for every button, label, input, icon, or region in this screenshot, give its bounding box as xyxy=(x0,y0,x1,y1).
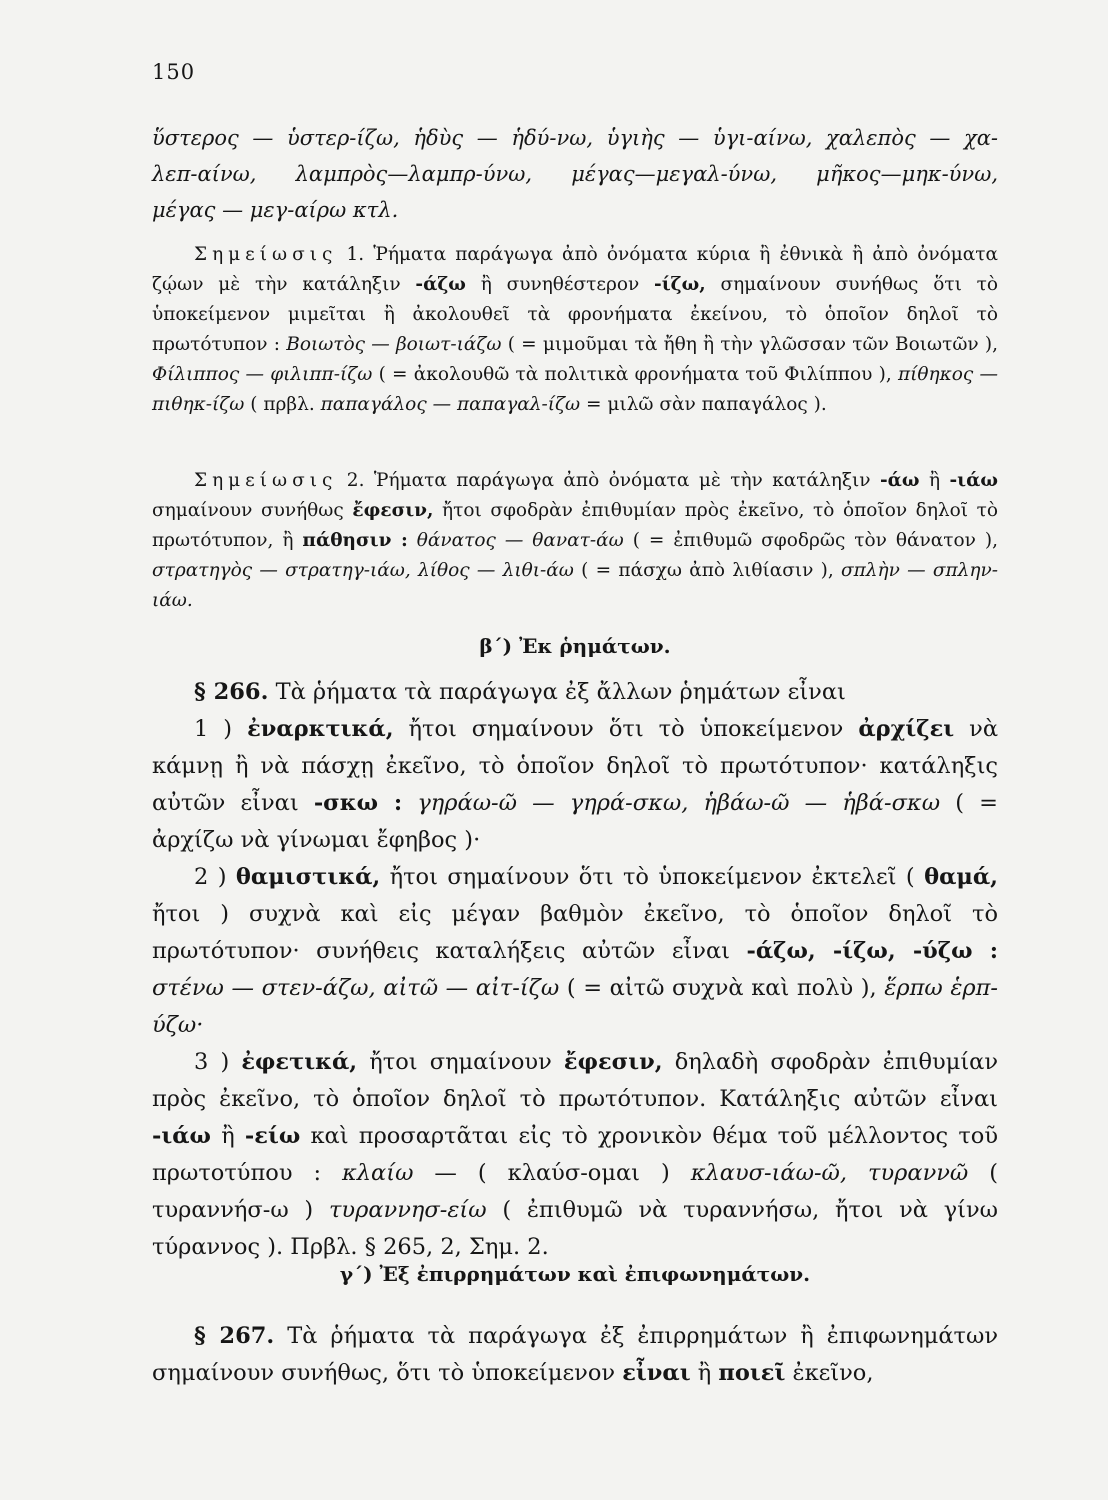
section-267-emphasis: εἶναι xyxy=(622,1360,691,1386)
item-3-ending: -είω xyxy=(244,1123,301,1149)
example-line-1: ὕστερος — ὑστερ-ίζω, ἡδὺς — ἡδύ-νω, ὑγιὴς — ὑγι-αίνω, χαλεπὸς — χα- xyxy=(152,126,998,150)
item-2-example: στένω — στεν-άζω, αἰτῶ — αἰτ-ίζω xyxy=(152,975,560,1001)
note-1-text: μιλῶ σὰν παπαγάλος ). xyxy=(607,394,827,415)
note-1-text: σημαίνουν συνήθως ὅτι τὸ ὑποκείμενον μιμεῖται ἢ ἀκολουθεῖ τὰ φρονήματα ἐκείνου, τὸ ὁποῖον δηλοῖ τὸ πρωτότυπον : xyxy=(152,274,998,355)
note-2-ending: -ιάω xyxy=(949,470,998,491)
note-2-text: Ῥήματα παράγωγα ἀπὸ ὀνόματα μὲ τὴν κατάληξιν xyxy=(373,470,871,491)
note-2-text: ἤτοι σφοδρὰν ἐπιθυμίαν πρὸς ἐκεῖνο, τὸ ὁποῖον δηλοῖ τὸ πρωτότυπον, ἢ xyxy=(152,500,998,551)
note-1-ending: -άζω xyxy=(415,274,466,295)
item-1-example: γηράω-ῶ — γηρά-σκω, ἡβάω-ῶ — ἡβά-σκω xyxy=(417,790,941,816)
section-267-text: ἢ xyxy=(697,1360,712,1386)
note-2-text: ἢ xyxy=(928,470,941,491)
item-1-text: ἤτοι σημαίνουν ὅτι τὸ ὑποκείμενον xyxy=(408,716,844,742)
item-3-example: τυραννησ-είω xyxy=(328,1197,487,1223)
note-1-example: Φίλιππος — φιλιππ-ίζω xyxy=(152,364,373,385)
item-1-emphasis: ἀρχίζει xyxy=(858,716,955,742)
item-3-example: κλαίω xyxy=(342,1160,414,1186)
note-2-number: 2. xyxy=(346,470,365,491)
item-3-text: ( τυραννήσ-ω ) xyxy=(152,1160,999,1223)
note-1-text: ( = μιμοῦμαι τὰ ἤθη ἢ τὴν γλῶσσαν τῶν Βοιωτῶν ), xyxy=(507,334,998,355)
item-3-example: κλαυσ-ιάω-ῶ, τυραννῶ xyxy=(690,1160,969,1186)
note-1-example: Βοιωτὸς — βοιωτ-ιάζω xyxy=(286,334,502,355)
note-2-example: στρατηγὸς — στρατηγ-ιάω, λίθος — λιθι-άω xyxy=(152,560,574,581)
item-3-text: ἤτοι σημαίνουν xyxy=(369,1049,552,1075)
section-267-text: Τὰ ῥήματα τὰ παράγωγα ἐξ ἐπιρρημάτων ἢ ἐπιφωνημάτων σημαίνουν συνήθως, ὅτι τὸ ὑποκείμενον xyxy=(152,1323,998,1386)
note-1-label: Σημείωσις xyxy=(194,244,338,265)
note-1 xyxy=(152,240,998,420)
item-2-emphasis: θαμά, xyxy=(924,864,999,890)
item-3-number: 3 ) xyxy=(194,1049,230,1075)
item-2-text: ( = αἰτῶ συχνὰ καὶ πολὺ ), xyxy=(566,975,877,1001)
section-266-number: § 266. xyxy=(194,679,269,705)
example-line-2: λεπ-αίνω, λαμπρὸς—λαμπρ-ύνω, μέγας—μεγαλ-ύνω, μῆκος—μηκ-ύνω, xyxy=(152,162,998,186)
item-2-text: ἤτοι σημαίνουν ὅτι τὸ ὑποκείμενον ἐκτελεῖ ( xyxy=(389,864,915,890)
section-267-number: § 267. xyxy=(194,1323,275,1349)
item-2-ending: -άζω, -ίζω, -ύζω : xyxy=(746,938,999,964)
section-heading-beta: β΄) Ἐκ ῥημάτων. xyxy=(479,634,671,658)
section-heading-gamma: γ΄) Ἐξ ἐπιρρημάτων καὶ ἐπιφωνημάτων. xyxy=(339,1262,811,1286)
note-2-term: ἔφεσιν, xyxy=(352,500,434,521)
section-267 xyxy=(152,1318,998,1392)
item-1-text: ( = ἀρχίζω νὰ γίνωμαι ἔφηβος )· xyxy=(152,790,998,853)
item-1-number: 1 ) xyxy=(194,716,233,742)
item-1-term: ἐναρκτικά, xyxy=(247,716,394,742)
item-1-ending: -σκω : xyxy=(313,790,403,816)
note-2-example: θάνατος — θανατ-άω xyxy=(416,530,624,551)
note-2-label: Σημείωσις xyxy=(194,470,338,491)
note-1-text: ( πρβλ. xyxy=(250,394,315,415)
item-3-term: ἐφετικά, xyxy=(241,1049,358,1075)
note-1-number: 1. xyxy=(346,244,365,265)
note-2 xyxy=(152,466,998,616)
item-3-text: καὶ προσαρτᾶται εἰς τὸ χρονικὸν θέμα τοῦ μέλλοντος τοῦ πρωτοτύπου : xyxy=(152,1123,999,1186)
item-2-number: 2 ) xyxy=(194,864,227,890)
item-3-text: ( ἐπιθυμῶ νὰ τυραννήσω, ἤτοι νὰ γίνω τύραννος ). Πρβλ. § 265, 2, Σημ. 2. xyxy=(152,1197,998,1260)
item-3-ending: -ιάω xyxy=(152,1123,211,1149)
item-3-text: δηλαδὴ σφοδρὰν ἐπιθυμίαν πρὸς ἐκεῖνο, τὸ ὁποῖον δηλοῖ τὸ πρωτότυπον. Κατάληξις αὐτῶν εἶναι xyxy=(152,1049,999,1112)
item-3-emphasis: ἔφεσιν, xyxy=(563,1049,663,1075)
note-2-term: πάθησιν : xyxy=(302,530,408,551)
page-number: 150 xyxy=(152,60,196,84)
top-paragraph xyxy=(152,120,998,228)
note-2-example: σπλὴν — σπλην-ιάω. xyxy=(152,560,998,611)
item-3-text: ἢ xyxy=(221,1123,235,1149)
section-267-text: ἐκεῖνο, xyxy=(792,1360,874,1386)
item-1-text: νὰ κάμνῃ ἢ νὰ πάσχῃ ἐκεῖνο, τὸ ὁποῖον δηλοῖ τὸ πρωτότυπον· κατάληξις αὐτῶν εἶναι xyxy=(152,716,999,816)
item-2-term: θαμιστικά, xyxy=(235,864,381,890)
section-266 xyxy=(152,674,998,1266)
item-2-text: ἤτοι ) συχνὰ καὶ εἰς μέγαν βαθμὸν ἐκεῖνο, τὸ ὁποῖον δηλοῖ τὸ πρωτότυπον· συνήθεις καταλήξεις αὐτῶν εἶναι xyxy=(152,901,998,964)
note-2-text: σημαίνουν συνήθως xyxy=(152,500,344,521)
note-1-text: ( = ἀκολουθῶ τὰ πολιτικὰ φρονήματα τοῦ Φιλίππου ), xyxy=(378,364,892,385)
note-2-ending: -άω xyxy=(879,470,920,491)
section-266-intro: Τὰ ῥήματα τὰ παράγωγα ἐξ ἄλλων ῥημάτων εἶναι xyxy=(275,679,846,705)
note-1-text: Ῥήματα παράγωγα ἀπὸ ὀνόματα κύρια ἢ ἐθνικὰ ἢ ἀπὸ ὀνόματα ζῴων μὲ τὴν κατάληξιν xyxy=(152,244,998,295)
item-2-example: ἕρπω ἑρπ-ύζω· xyxy=(152,975,999,1038)
note-1-text: ἢ συνηθέστερον xyxy=(480,274,640,295)
note-1-example: παπαγάλος — παπαγαλ-ίζω = xyxy=(320,394,602,415)
note-2-text: ( = πάσχω ἀπὸ λιθίασιν ), xyxy=(581,560,834,581)
note-1-ending: -ίζω, xyxy=(654,274,706,295)
example-line-3: μέγας — μεγ-αίρω κτλ. xyxy=(152,198,399,222)
note-1-example: πίθηκος — πιθηκ-ίζω xyxy=(152,364,998,415)
note-2-text: ( = ἐπιθυμῶ σφοδρῶς τὸν θάνατον ), xyxy=(632,530,998,551)
item-3-text: — ( κλαύσ-ομαι ) xyxy=(434,1160,670,1186)
section-267-emphasis: ποιεῖ xyxy=(718,1360,786,1386)
